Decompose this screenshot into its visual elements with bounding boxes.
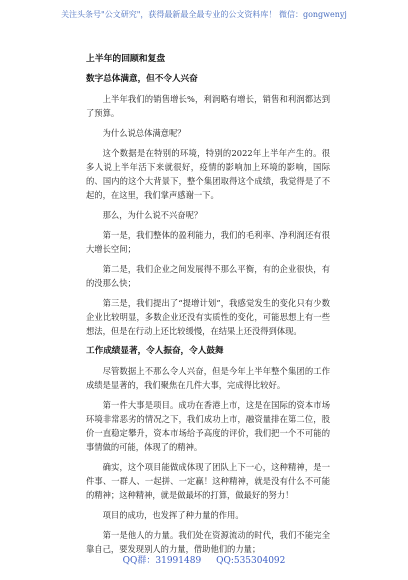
section-heading-2: 工作成绩显著，令人振奋，令人鼓舞 [86,346,224,356]
paragraph: 第一是，我们整体的盈利能力，我们的毛利率、净利润还有很大增长空间； [86,230,330,254]
paragraph: 那么，为什么说不兴奋呢？ [102,210,203,220]
footer-qq: QQ:535304092 [216,556,286,566]
paragraph: 第三是，我们提出了“提增计划”，我感觉发生的变化只有少数企业比较明显，多数企业还没有实质性的变化，可能思想上有一些想法，但是在行动上还比较缓慢，在结果上还没得到体现。 [86,298,330,336]
section-heading-1: 数字总体满意，但不令人兴奋 [86,74,198,84]
paragraph: 项目的成功，也发挥了种力量的作用。 [102,510,244,520]
document-title: 上半年的回顾和复盘 [86,54,166,64]
paragraph: 第一件大事是项目。成功在香港上市，这是在国际的资本市场环境非常恶劣的情况之下，我们成功上市，融资量排在第二位，股价一直稳定攀升，资本市场给予高度的评价，我们把一个不可能的事情做的可能，体现了的精神。 [86,400,330,452]
paragraph: 为什么说总体满意呢？ [102,128,186,138]
footer-qq-group: QQ群：31991489 [122,556,202,566]
paragraph: 尽管数据上不那么令人兴奋，但是今年上半年整个集团的工作成绩是显著的，我们聚焦在几件大事，完成得比较好。 [86,366,330,390]
paragraph: 上半年我们的销售增长%，利润略有增长，销售和利润都达到了预算。 [86,94,330,118]
paragraph: 这个数据是在特别的环境，特别的2022年上半年产生的。很多人说上半年活下来就很好，疫情的影响加上环境的影响，国际的、国内的这个大背景下，整个集团取得这个成绩，我觉得是了不起的，在这里，我们掌声感谢一下。 [86,148,330,200]
document-body [86,52,330,562]
paragraph: 第一是他人的力量。我们处在资源流动的时代，我们不能完全靠自己，要发现别人的力量，借助他们的力量； [86,530,330,554]
header-banner: 关注头条号"公文研究"，获得最新最全最专业的公文资料库！ 微信：gongwenyj [61,10,347,19]
paragraph: 确实，这个项目能做成体现了团队上下一心，这种精神，是一件事、一群人、一起拼、一定赢！这种精神，就是没有什么不可能的精神；这种精神，就是做最坏的打算，做最好的努力！ [86,462,330,500]
paragraph: 第二是，我们企业之间发展得不那么平衡，有的企业很快，有的没那么快； [86,264,330,288]
footer [0,553,408,566]
